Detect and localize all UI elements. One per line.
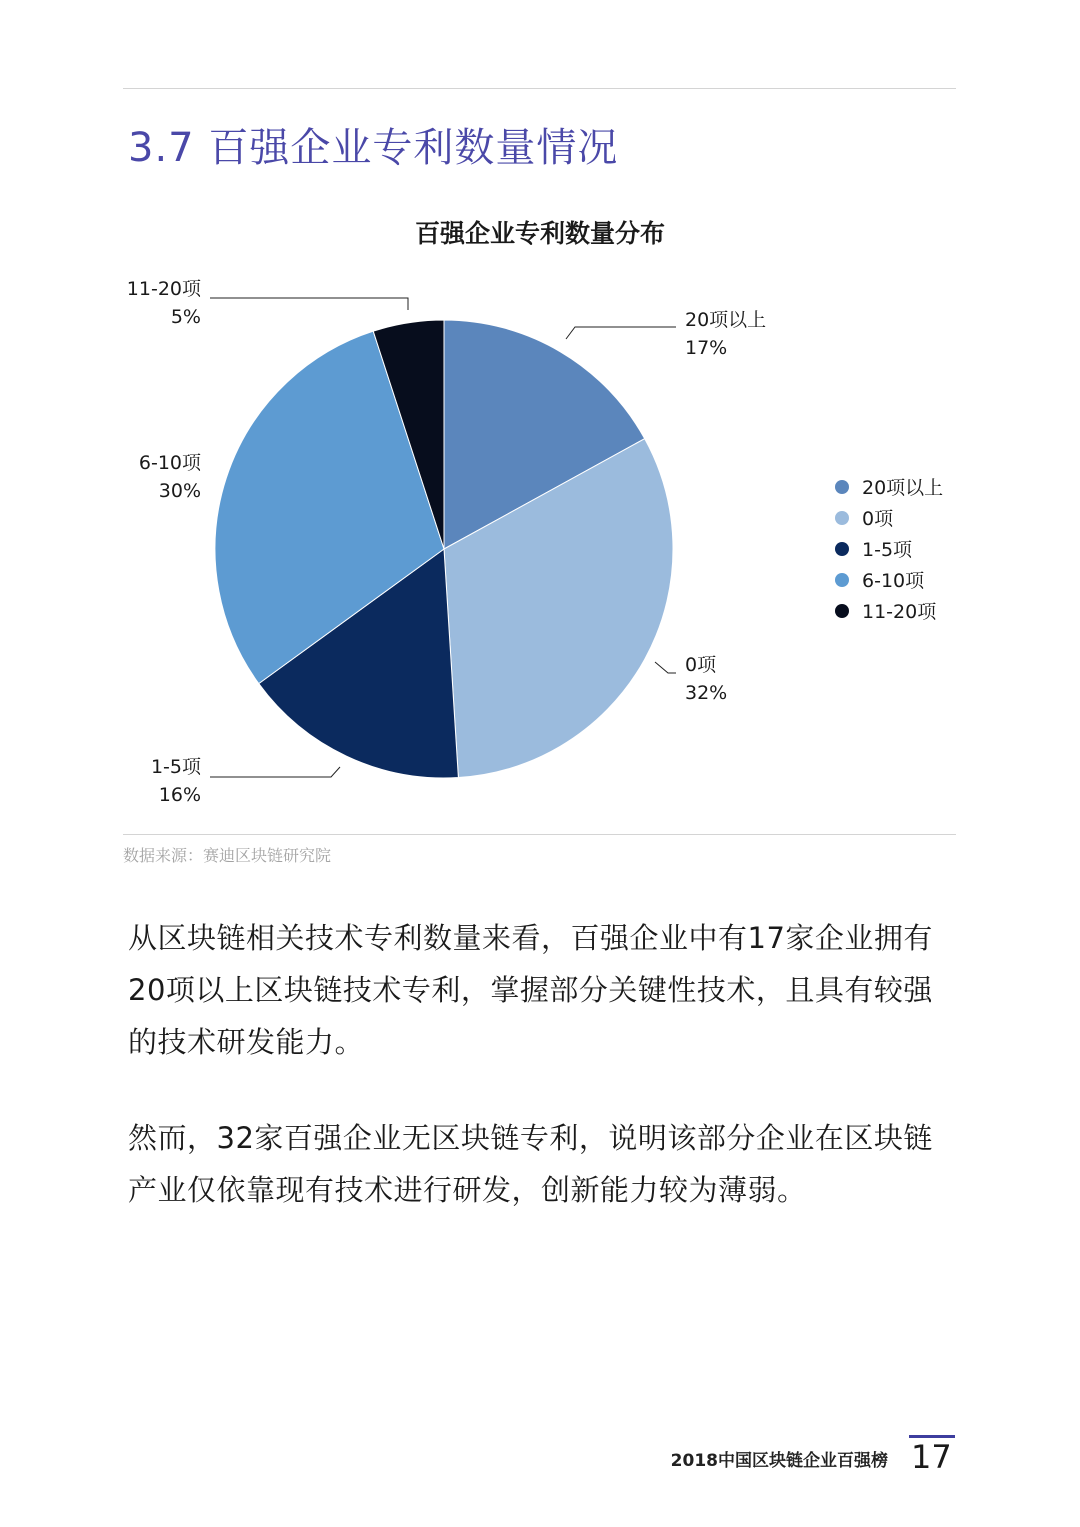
legend-label-5: 11-20项 bbox=[862, 601, 937, 623]
top-divider bbox=[123, 88, 956, 89]
chart-legend bbox=[835, 477, 943, 623]
callout-percent-4: 30% bbox=[158, 480, 201, 502]
callout-category-5: 11-20项 bbox=[126, 278, 201, 300]
body-paragraph-2: 然而，32家百强企业无区块链专利，说明该部分企业在区块链产业仅依靠现有技术进行研发，创新能力较为薄弱。 bbox=[128, 1121, 933, 1207]
callout-percent-3: 16% bbox=[158, 784, 201, 806]
callout-percent-2: 32% bbox=[685, 682, 728, 704]
callout-category-2: 0项 bbox=[685, 654, 717, 676]
callout-percent-1: 17% bbox=[685, 337, 728, 359]
legend-marker-2 bbox=[835, 511, 849, 525]
leader-line-2 bbox=[655, 662, 676, 673]
legend-marker-4 bbox=[835, 573, 849, 587]
chart-title: 百强企业专利数量分布 bbox=[414, 219, 666, 248]
callout-category-3: 1-5项 bbox=[150, 756, 201, 778]
legend-label-3: 1-5项 bbox=[862, 539, 913, 561]
leader-line-3 bbox=[210, 767, 340, 777]
legend-marker-1 bbox=[835, 480, 849, 494]
body-paragraph-1: 从区块链相关技术专利数量来看，百强企业中有17家企业拥有20项以上区块链技术专利，掌握部分关键性技术，且具有较强的技术研发能力。 bbox=[128, 921, 933, 1059]
legend-marker-5 bbox=[835, 604, 849, 618]
leader-line-4 bbox=[210, 298, 408, 310]
callout-category-4: 6-10项 bbox=[138, 452, 201, 474]
leader-line-1 bbox=[566, 327, 676, 339]
source-note: 数据来源：赛迪区块链研究院 bbox=[123, 846, 332, 865]
legend-label-4: 6-10项 bbox=[862, 570, 925, 592]
section-heading: 3.7 百强企业专利数量情况 bbox=[128, 125, 619, 171]
legend-marker-3 bbox=[835, 542, 849, 556]
callout-category-1: 20项以上 bbox=[685, 309, 767, 331]
legend-label-1: 20项以上 bbox=[862, 477, 944, 499]
pie-chart bbox=[0, 190, 1080, 830]
pie-slices bbox=[215, 320, 673, 778]
source-divider bbox=[123, 834, 956, 835]
legend-label-2: 0项 bbox=[862, 508, 894, 530]
callout-percent-5: 5% bbox=[170, 306, 201, 328]
footer-report-title: 2018中国区块链企业百强榜 bbox=[670, 1451, 888, 1471]
page-number: 17 bbox=[911, 1438, 952, 1476]
